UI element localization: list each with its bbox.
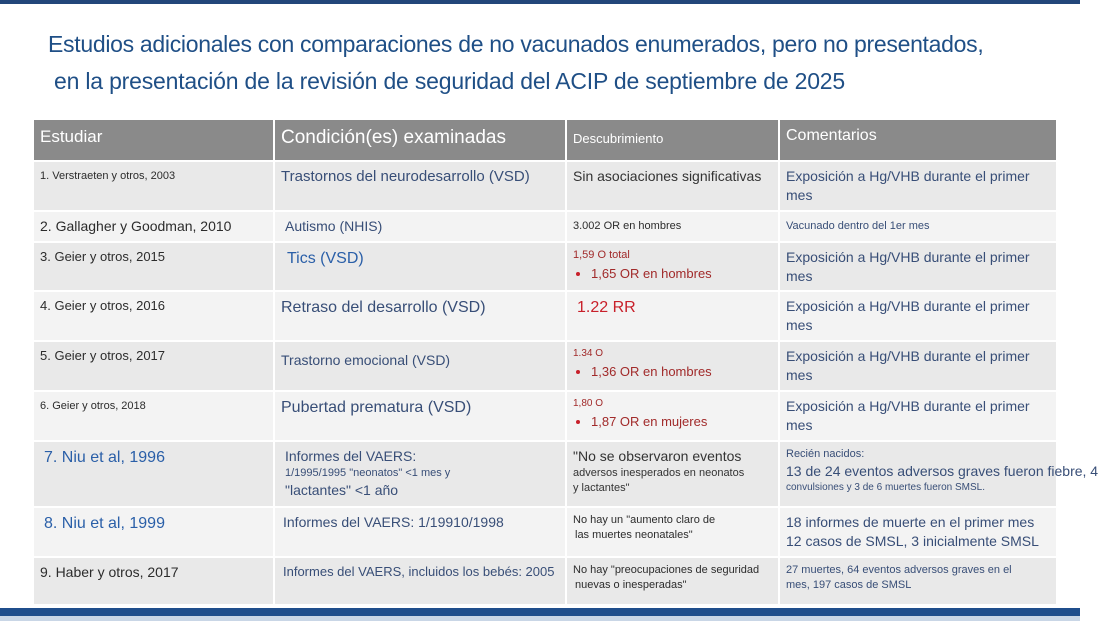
study-cell: 1. Verstraeten y otros, 2003 — [33, 161, 274, 211]
finding-line: adversos inesperados en neonatos — [573, 466, 745, 479]
table-row — [33, 507, 1057, 557]
condition-cell — [274, 441, 566, 507]
finding-cell: 3.002 OR en hombres — [566, 211, 779, 242]
finding-main: 1.34 O — [573, 348, 604, 360]
comment-cell — [779, 557, 1057, 605]
table-row — [33, 291, 1057, 341]
bottom-accent-strip — [0, 616, 1080, 621]
condition-cell: Autismo (NHIS) — [274, 211, 566, 242]
table-row — [33, 341, 1057, 391]
condition-line: 1/1995/1995 "neonatos" <1 mes y — [285, 466, 451, 479]
comment-cell: Exposición a Hg/VHB durante el primer mes — [779, 161, 1057, 211]
finding-line: y lactantes" — [573, 481, 630, 494]
study-cell: 3. Geier y otros, 2015 — [33, 242, 274, 292]
comment-line: 27 muertes, 64 eventos adversos graves en el — [786, 563, 1012, 576]
comment-cell: Exposición a Hg/VHB durante el primer mes — [779, 242, 1057, 292]
table-row — [33, 161, 1057, 211]
study-cell: 7. Niu et al, 1996 — [33, 441, 274, 507]
condition-cell: Informes del VAERS: 1/19910/1998 — [274, 507, 566, 557]
comment-cell: Exposición a Hg/VHB durante el primer mes — [779, 391, 1057, 441]
comment-cell: Exposición a Hg/VHB durante el primer mes — [779, 291, 1057, 341]
table-row — [33, 391, 1057, 441]
study-cell: 4. Geier y otros, 2016 — [33, 291, 274, 341]
comment-line: convulsiones y 3 de 6 muertes fueron SMSL. — [786, 481, 985, 493]
condition-cell: Pubertad prematura (VSD) — [274, 391, 566, 441]
finding-main: 1,59 O total — [573, 248, 630, 261]
comment-cell — [779, 441, 1098, 507]
finding-cell — [566, 341, 779, 391]
comment-cell: Vacunado dentro del 1er mes — [779, 211, 1057, 242]
condition-cell: Retraso del desarrollo (VSD) — [274, 291, 566, 341]
study-cell: 5. Geier y otros, 2017 — [33, 341, 274, 391]
header-condition: Condición(es) examinadas — [274, 119, 566, 161]
title-line-1: Estudios adicionales con comparaciones de no vacunados enumerados, pero no presentados, — [48, 31, 984, 57]
finding-cell — [566, 507, 779, 557]
finding-bullets — [573, 265, 772, 283]
finding-cell: Sin asociaciones significativas — [566, 161, 779, 211]
finding-line: las muertes neonatales" — [575, 528, 693, 541]
study-cell: 2. Gallagher y Goodman, 2010 — [33, 211, 274, 242]
studies-table — [32, 118, 1098, 606]
comment-line: 12 casos de SMSL, 3 inicialmente SMSL — [786, 532, 1039, 549]
condition-cell: Trastornos del neurodesarrollo (VSD) — [274, 161, 566, 211]
comment-line: Recién nacidos: — [786, 447, 865, 460]
table-row — [33, 242, 1057, 292]
slide-title — [48, 30, 983, 97]
finding-line: "No se observaron eventos — [573, 447, 742, 464]
table-row — [33, 557, 1057, 605]
finding-bullets — [573, 413, 772, 431]
condition-cell: Tics (VSD) — [274, 242, 566, 292]
finding-line: No hay "preocupaciones de seguridad — [573, 563, 760, 576]
table-row — [33, 211, 1057, 242]
finding-bullet: • 1,65 OR en hombres — [591, 265, 772, 283]
finding-cell — [566, 391, 779, 441]
header-comments: Comentarios — [779, 119, 1057, 161]
header-study: Estudiar — [33, 119, 274, 161]
comment-line: 13 de 24 eventos adversos graves fueron fiebre, 4 — [786, 462, 1098, 479]
finding-main: 1,80 O — [573, 398, 604, 410]
condition-cell: Informes del VAERS, incluidos los bebés: 2005 — [274, 557, 566, 605]
top-accent-bar — [0, 0, 1080, 4]
finding-bullet: • 1,36 OR en hombres — [591, 363, 772, 381]
study-cell: 6. Geier y otros, 2018 — [33, 391, 274, 441]
bottom-accent-bar — [0, 608, 1080, 616]
table-header-row — [33, 119, 1057, 161]
finding-cell: 1.22 RR — [566, 291, 779, 341]
finding-line: No hay un "aumento claro de — [573, 513, 716, 526]
title-line-2: en la presentación de la revisión de seguridad del ACIP de septiembre de 2025 — [54, 67, 845, 94]
study-cell: 9. Haber y otros, 2017 — [33, 557, 274, 605]
finding-cell — [566, 242, 779, 292]
finding-line: nuevas o inesperadas" — [575, 578, 687, 591]
condition-line: "lactantes" <1 año — [285, 481, 399, 498]
study-cell: 8. Niu et al, 1999 — [33, 507, 274, 557]
comment-line: mes, 197 casos de SMSL — [786, 578, 912, 591]
finding-cell — [566, 441, 779, 507]
finding-bullet: • 1,87 OR en mujeres — [591, 413, 772, 431]
table-row — [33, 441, 1057, 507]
comment-line: 18 informes de muerte en el primer mes — [786, 513, 1035, 530]
condition-line: Informes del VAERS: — [285, 447, 417, 464]
comment-cell — [779, 507, 1057, 557]
comment-cell: Exposición a Hg/VHB durante el primer mes — [779, 341, 1057, 391]
finding-cell — [566, 557, 779, 605]
header-finding: Descubrimiento — [566, 119, 779, 161]
condition-cell: Trastorno emocional (VSD) — [274, 341, 566, 391]
finding-bullets — [573, 363, 772, 381]
